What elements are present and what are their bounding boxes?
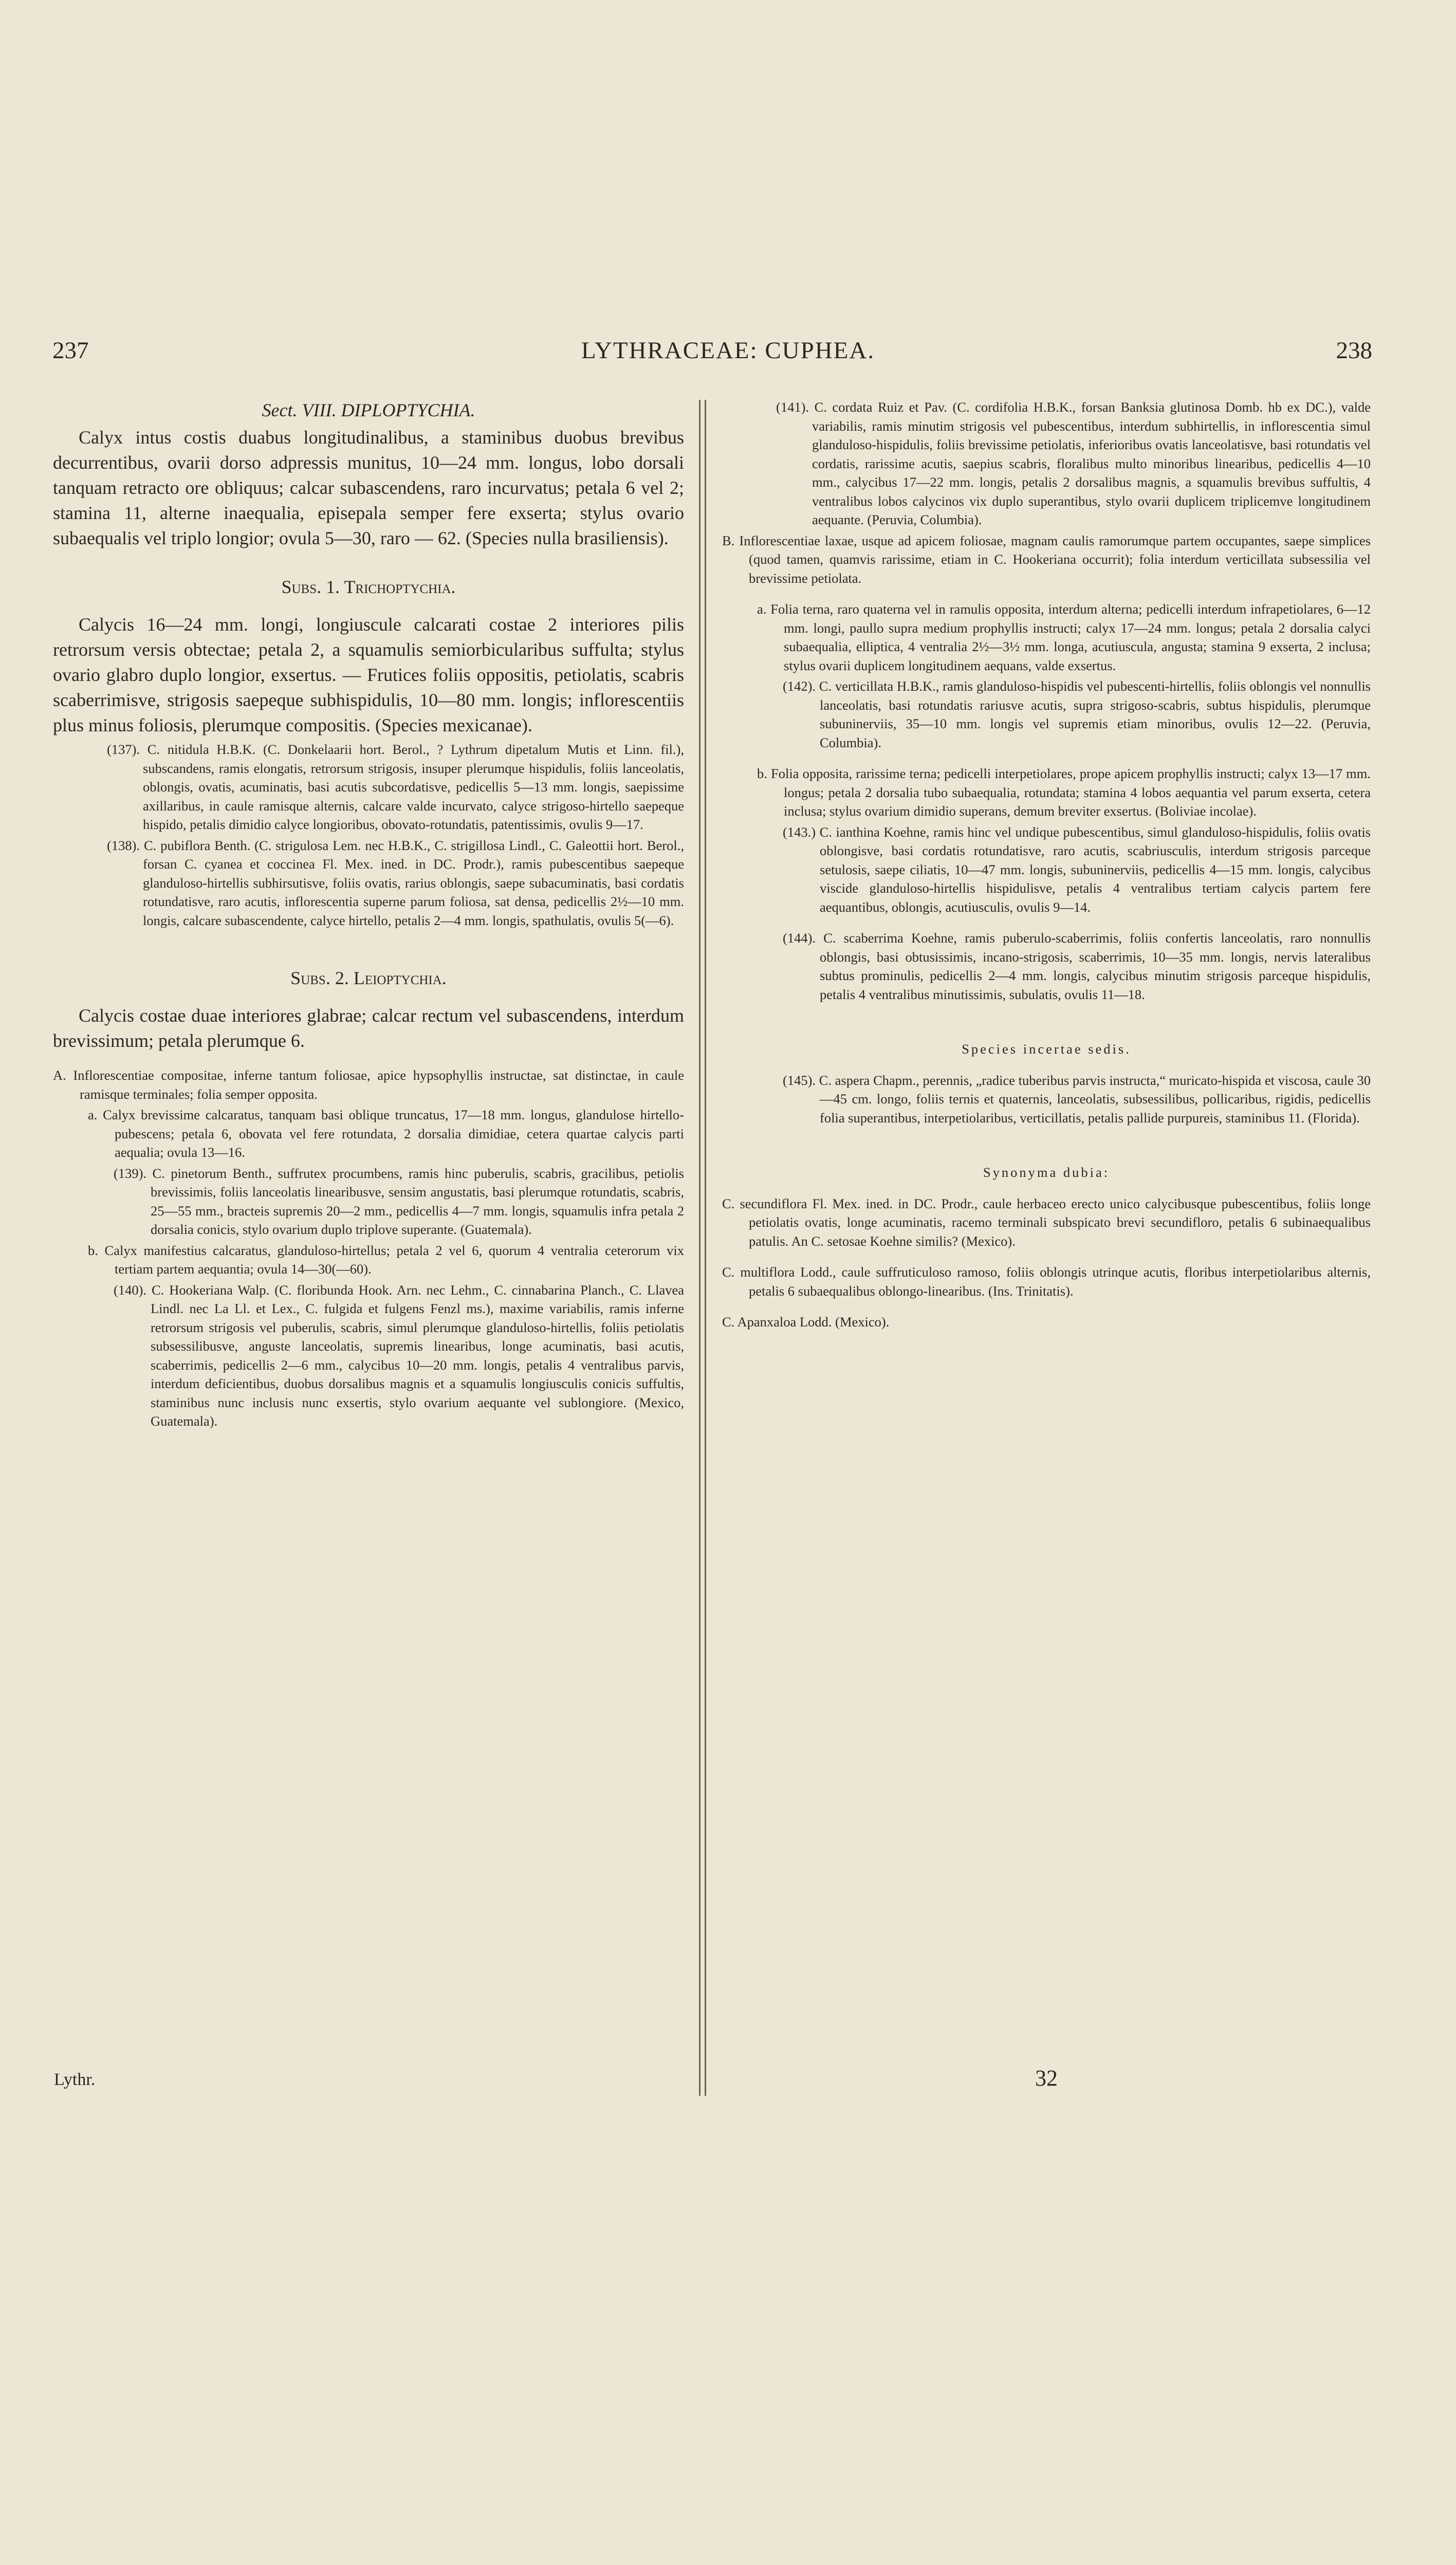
left-paragraph: Sect. VIII. DIPLOPTYCHIA. <box>262 400 475 420</box>
right-paragraph: C. secundiflora Fl. Mex. ined. in DC. Prodr., caule herbaceo erecto unico calycibusque pubescentibus, foliis longe petiolatis ovatis, longe acuminatis, racemo terminali subspicato brevi secundifloro, petalis 6 subinaequalibus patulis. An C. setosae Koehne similis? (Mexico). <box>722 1195 1371 1249</box>
right-paragraph: C. Apanxaloa Lodd. (Mexico). <box>722 1314 890 1330</box>
left-paragraph: b. Calyx manifestius calcaratus, glanduloso-hirtellus; petala 2 vel 6, quorum 4 ventralia ceterorum vix tertiam partem aequantia; ovula 14—30(—60). <box>88 1242 684 1277</box>
right-paragraph: (144). C. scaberrima Koehne, ramis puberulo-scaberrimis, foliis confertis lanceolatis, raro nonnullis oblongis, basi obtusissimis, incano-strigosis, scaberrimis, 10—35 mm. longis, nervis lateralibus subtus prominulis, pedicellis 2—4 mm. longis, calycibus minutim strigosis parceque hispidulis, petalis 4 ventralibus minutissimis, subulatis, ovulis 11—18. <box>783 930 1371 1002</box>
left-paragraph: a. Calyx brevissime calcaratus, tanquam basi oblique truncatus, 17—18 mm. longus, glandulose hirtello-pubescens; petala 6, obovata vel fere rotundata, 2 dorsalia dimidiae, cetera quartae calycis parti aequalia; ovula 13—16. <box>88 1107 684 1160</box>
left-paragraph: (140). C. Hookeriana Walp. (C. floribunda Hook. Arn. nec Lehm., C. cinnabarina Planch., C. Llavea Lindl. nec La Ll. et Lex., C. fulgida et fulgens Fenzl ms.), maxime variabilis, ramis inferne retrorsum strigosis vel puberulis, scabris, simul plerumque glanduloso-hirtellis, foliis petiolatis subsessilibusve, anguste lanceolatis, supremis linearibus, longe acuminatis, basi acutis, scaberrimis, pedicellis 2—6 mm., calycibus 10—20 mm. longis, petalis 4 ventralibus parvis, interdum deficientibus, duobus dorsalibus magnis et a squamulis longiusculis conicis suffultis, staminibus nunc inclusis nunc exsertis, stylo ovarium aequante vel sublongiore. (Mexico, Guatemala). <box>114 1282 684 1429</box>
left-column <box>53 396 684 1431</box>
right-paragraph: a. Folia terna, raro quaterna vel in ramulis opposita, interdum alterna; pedicelli interdum infrapetiolares, 6—12 mm. longi, paullo supra medium prophyllis instructi; calyx 17—24 mm. longus; petala 2 dorsalia calyci subaequalia, elliptica, 4 ventralia 2½—3½ mm. longa, acutiuscula, angusta; stamina 9 exserta, 2 inclusa; stylus ovarii duplicem longitudinem aequans, valde exsertus. <box>757 601 1371 673</box>
right-paragraph: Species incertae sedis. <box>962 1041 1131 1057</box>
running-header <box>0 337 1456 367</box>
page-number-left: 237 <box>52 337 89 364</box>
left-paragraph: Calycis costae duae interiores glabrae; calcar rectum vel subascendens, interdum brevissimum; petala plerumque 6. <box>53 1005 684 1051</box>
page-number-right: 238 <box>1336 337 1372 364</box>
running-title: LYTHRACEAE: CUPHEA. <box>581 337 875 364</box>
signature-mark: Lythr. <box>54 2070 96 2089</box>
left-paragraph: A. Inflorescentiae compositae, inferne tantum foliosae, apice hypsophyllis instructae, sat distinctae, in caule ramisque terminales; folia semper opposita. <box>53 1067 684 1102</box>
right-paragraph: (143.) C. ianthina Koehne, ramis hinc vel undique pubescentibus, simul glanduloso-hispidulis, foliis ovatis oblongisve, basi cordatis rotundatisve, raro acutis, scabriusculis, interdum strigosis parceque setulosis, saepe ciliatis, 10—47 mm. longis, subuninerviis, pedicellis 4—15 mm. longis, calycibus viscide glanduloso-hirtellis hispidulisve, petalis 4 ventralibus tertiam calycis partem fere aequantibus, oblongis, acutiusculis, ovulis 9—14. <box>783 824 1371 915</box>
right-column <box>722 396 1371 1332</box>
left-paragraph: Subs. 1. Trichoptychia. <box>281 577 456 597</box>
left-paragraph: (137). C. nitidula H.B.K. (C. Donkelaarii hort. Berol., ? Lythrum dipetalum Mutis et Linn. fil.), subscandens, ramis elongatis, retrorsum strigosis, insuper plerumque hispidulis, foliis lanceolatis, oblongis, ovatis, acuminatis, basi acutis subcordatisve, pedicellis 5—13 mm. longis, saepissime axillaribus, in caule ramisque alternis, calcare valde incurvato, calyce strigoso-hirtello saepeque hispido, petalis dimidio calyce longioribus, obovato-rotundatis, patentissimis, ovulis 9—17. <box>107 742 684 832</box>
left-paragraph: Calycis 16—24 mm. longi, longiuscule calcarati costae 2 interiores pilis retrorsum versis obtectae; petala 2, a squamulis semiorbicularibus suffulta; stylus ovario glabro duplo longior, exsertus. — Frutices foliis oppositis, petiolatis, scabris scaberrimisve, strigosis saepeque subhispidulis, 10—80 mm. longis; inflorescentiis plus minus foliosis, plerumque compositis. (Species mexicanae). <box>53 614 684 735</box>
right-paragraph: b. Folia opposita, rarissime terna; pedicelli interpetiolares, prope apicem prophyllis instructi; calyx 13—17 mm. longus; petala 2 dorsalia tubo subaequalia, rotundata; stamina 4 lobos aequantia vel parum exserta, cetera inclusa; stylus ovarium dimidio superans, demum breviter exsertus. (Boliviae incolae). <box>757 766 1371 819</box>
right-paragraph: (142). C. verticillata H.B.K., ramis glanduloso-hispidis vel pubescenti-hirtellis, foliis oblongis vel nonnullis lanceolatis, basi rotundatis rariusve acutis, supra strigoso-scabris, subtus hispidulis, plerumque subuninerviis, 35—10 mm. longis vel supremis etiam minoribus, ovulis 12—22. (Peruvia, Columbia). <box>783 678 1371 750</box>
column-divider <box>699 400 706 2096</box>
right-paragraph: (141). C. cordata Ruiz et Pav. (C. cordifolia H.B.K., forsan Banksia glutinosa Domb. hb ex DC.), valde variabilis, ramis minutim strigosis vel pubescentibus, interdum subhirtellis, in inflorescentia simul glanduloso-hispidulis, foliis brevissime petiolatis, inferioribus ovatis lanceolatisve, basi rotundatis vel cordatis, rarissime acutis, saepius scabris, floralibus multo minoribus linearibus, pedicellis 4—10 mm., calycibus 17—22 mm. longis, petalis 2 dorsalibus magnis, a squamulis brevibus suffultis, 4 ventralibus lobos calycinos vix duplo superantibus, stylo ovarii duplicem triplicemve longitudinem aequante. (Peruvia, Columbia). <box>776 399 1371 527</box>
right-paragraph: Synonyma dubia: <box>983 1165 1110 1180</box>
left-paragraph: Subs. 2. Leioptychia. <box>290 968 447 988</box>
left-paragraph: Calyx intus costis duabus longitudinalibus, a staminibus duobus brevibus decurrentibus, ovarii dorso adpressis munitus, 10—24 mm. longus, lobo dorsali tanquam retracto ore obliquus; calcar subascendens, raro incurvatus; petala 6 vel 2; stamina 11, alterne inaequalia, episepala semper fere exserta; stylus ovario subaequalis vel triplo longior; ovula 5—30, raro — 62. (Species nulla brasiliensis). <box>53 427 684 548</box>
left-paragraph: (139). C. pinetorum Benth., suffrutex procumbens, ramis hinc puberulis, scabris, gracilibus, petiolis brevissimis, foliis lanceolatis linearibusve, sensim angustatis, basi plerumque rotundatis, scabris, 25—55 mm., bracteis supremis 20—2 mm., pedicellis 4—7 mm. longis, squamulis infra petala 2 dorsalia conicis, stylo ovarium duplo triplove superante. (Guatemala). <box>114 1165 684 1237</box>
right-paragraph: C. multiflora Lodd., caule suffruticuloso ramoso, foliis oblongis utrinque acutis, floribus interpetiolaribus alternis, petalis 6 subaequalibus oblongo-linearibus. (Ins. Trinitatis). <box>722 1264 1371 1299</box>
sheet-number: 32 <box>1035 2065 1058 2091</box>
right-paragraph: (145). C. aspera Chapm., perennis, „radice tuberibus parvis instructa,“ muricato-hispida et viscosa, caule 30—45 cm. longo, foliis ternis et quaternis, lanceolatis, subsessilibus, pollicaribus, rigidis, pedicellis folia superantibus, interpetiolaribus, verticillatis, petalis pallide purpureis, staminibus 11. (Florida). <box>783 1072 1371 1125</box>
right-paragraph: B. Inflorescentiae laxae, usque ad apicem foliosae, magnam caulis ramorumque partem occupantes, saepe simplices (quod tamen, quamvis rarissime, etiam in C. Hookeriana occurrit); folia interdum verticillata subsessilia vel brevissime petiolata. <box>722 532 1371 586</box>
left-paragraph: (138). C. pubiflora Benth. (C. strigulosa Lem. nec H.B.K., C. strigillosa Lindl., C. Galeottii hort. Berol., forsan C. cyanea et coccinea Fl. Mex. ined. in DC. Prodr.), ramis pubescentibus saepeque glanduloso-hirtellis subhirsutisve, foliis ovatis, rarius oblongis, saepe subacuminatis, basi cordatis rotundatisve, raro acutis, inflorescentia superne parum foliosa, sat densa, pedicellis 2½—10 mm. longis, calcare subascendente, calyce hirtello, petalis 2—4 mm. longis, spathulatis, ovulis 5(—6). <box>107 837 684 928</box>
